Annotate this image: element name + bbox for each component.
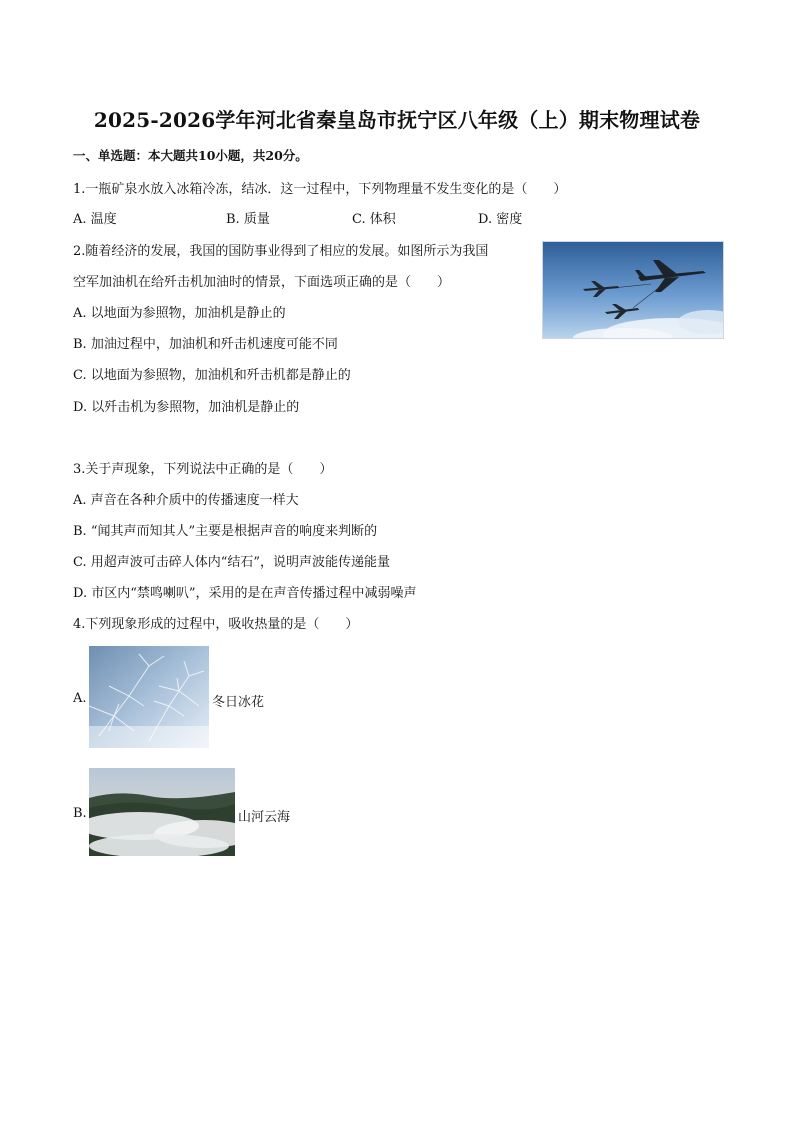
q4-stem: 4.下列现象形成的过程中，吸收热量的是（ ） [73,617,359,632]
q2-option-a: A. 以地面为参照物，加油机是静止的 [73,306,286,321]
q4-option-a-letter: A. [73,691,87,706]
q4-option-a-label: 冬日冰花 [212,695,265,710]
q1-option-c: C. 体积 [352,212,396,227]
section-heading: 一、单选题：本大题共10小题，共20分。 [73,148,308,163]
q3-stem: 3.关于声现象，下列说法中正确的是（ ） [73,462,333,477]
q2-stem-line-1: 2.随着经济的发展，我国的国防事业得到了相应的发展。如图所示为我国 [73,244,489,259]
q1-option-b: B. 质量 [226,212,270,227]
q1-option-a: A. 温度 [73,212,117,227]
ice-flower-photo [89,646,209,748]
q3-option-d: D. 市区内“禁鸣喇叭”，采用的是在声音传播过程中减弱噪声 [73,586,417,601]
q4-option-b-letter: B. [73,806,87,821]
q2-option-d: D. 以歼击机为参照物，加油机是静止的 [73,400,300,415]
refueling-aircraft-photo [542,241,724,339]
q3-option-a: A. 声音在各种介质中的传播速度一样大 [73,493,299,508]
page-title: 2025-2026学年河北省秦皇岛市抚宁区八年级（上）期末物理试卷 [93,108,701,132]
q2-option-c: C. 以地面为参照物，加油机和歼击机都是静止的 [73,368,351,383]
q3-option-c: C. 用超声波可击碎人体内“结石”，说明声波能传递能量 [73,555,391,570]
q4-option-b-label: 山河云海 [238,810,291,825]
sea-of-clouds-photo [89,768,235,856]
q1-option-d: D. 密度 [478,212,523,227]
q2-stem-line-2: 空军加油机在给歼击机加油时的情景，下面选项正确的是（ ） [73,275,451,290]
q3-option-b: B. “闻其声而知其人”主要是根据声音的响度来判断的 [73,524,378,539]
q1-stem: 1.一瓶矿泉水放入冰箱冷冻，结冰．这一过程中，下列物理量不发生变化的是（ ） [73,182,567,197]
q2-option-b: B. 加油过程中，加油机和歼击机速度可能不同 [73,337,338,352]
